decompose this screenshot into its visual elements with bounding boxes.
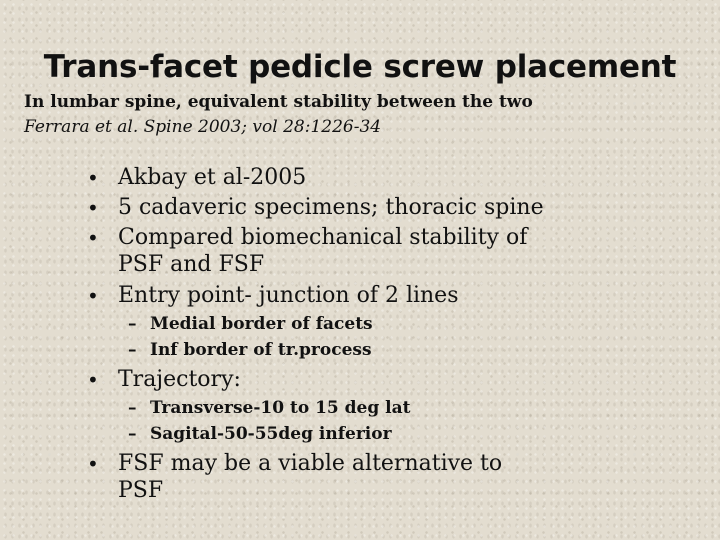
bullet-marker: • [87, 166, 99, 190]
bullet-marker: • [87, 284, 99, 308]
subtitle-finding: In lumbar spine, equivalent stability between the two [24, 92, 533, 112]
bullet-text: Akbay et al-2005 [118, 165, 307, 190]
bullet-marker: • [87, 226, 99, 250]
sub-bullet-marker: – [128, 398, 137, 418]
bullet-marker: • [87, 368, 99, 392]
bullet-text: Trajectory: [118, 367, 241, 392]
sub-bullet-text: Inf border of tr.process [150, 340, 372, 360]
bullet-text-continuation: PSF and FSF [118, 252, 265, 277]
subtitle-citation: Ferrara et al. Spine 2003; vol 28:1226-34 [24, 117, 382, 137]
bullet-marker: • [87, 196, 99, 220]
sub-bullet-marker: – [128, 424, 137, 444]
bullet-text: FSF may be a viable alternative to [118, 451, 503, 476]
bullet-text: Entry point- junction of 2 lines [118, 283, 459, 308]
sub-bullet-text: Medial border of facets [150, 314, 373, 334]
bullet-text-continuation: PSF [118, 478, 164, 503]
sub-bullet-text: Sagital-50-55deg inferior [150, 424, 392, 444]
sub-bullet-marker: – [128, 314, 137, 334]
bullet-text: Compared biomechanical stability of [118, 225, 528, 250]
slide-title: Trans-facet pedicle screw placement [43, 49, 677, 85]
sub-bullet-text: Transverse-10 to 15 deg lat [150, 398, 411, 418]
bullet-text: 5 cadaveric specimens; thoracic spine [118, 195, 544, 220]
bullet-marker: • [87, 452, 99, 476]
sub-bullet-marker: – [128, 340, 137, 360]
